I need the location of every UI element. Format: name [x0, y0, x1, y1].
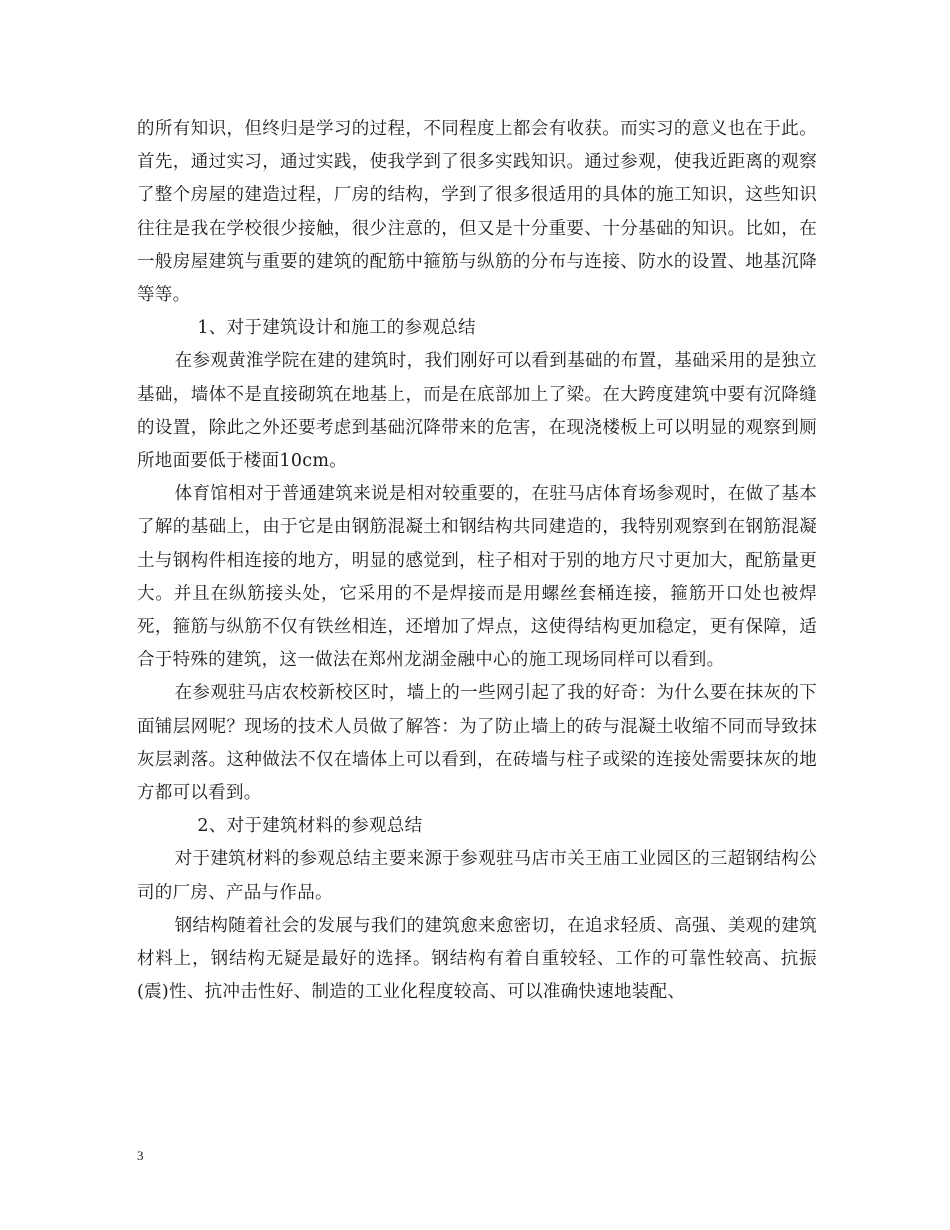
paragraph-huanghuai-foundation: 在参观黄淮学院在建的建筑时，我们刚好可以看到基础的布置，基础采用的是独立基础，墙体不是直接砌筑在地基上，而是在底部加上了梁。在大跨度建筑中要有沉降缝的设置，除此之外还要考虑到基础沉降带来的危害，在现浇楼板上可以明显的观察到厕所地面要低于楼面10cm。	[137, 351, 817, 472]
paragraph-plaster-mesh: 在参观驻马店农校新校区时，墙上的一些网引起了我的好奇：为什么要在抹灰的下面铺层网呢？现场的技术人员做了解答：为了防止墙上的砖与混凝土收缩不同而导致抹灰层剥落。这种做法不仅在墙体上可以看到，在砖墙与柱子或梁的连接处需要抹灰的地方都可以看到。	[137, 683, 817, 804]
section-heading-design-construction: 1、对于建筑设计和施工的参观总结	[197, 318, 476, 339]
paragraph-steel-structure: 钢结构随着社会的发展与我们的建筑愈来愈密切，在追求轻质、高强、美观的建筑材料上，钢结构无疑是最好的选择。钢结构有着自重较轻、工作的可靠性较高、抗振(震)性、抗冲击性好、制造的工业化程度较高、可以准确快速地装配、	[137, 915, 817, 1003]
paragraph-materials-source: 对于建筑材料的参观总结主要来源于参观驻马店市关王庙工业园区的三超钢结构公司的厂房、产品与作品。	[137, 849, 817, 903]
page-number: 3	[137, 1148, 144, 1163]
paragraph-stadium: 体育馆相对于普通建筑来说是相对较重要的，在驻马店体育场参观时，在做了基本了解的基础上，由于它是由钢筋混凝土和钢结构共同建造的，我特别观察到在钢筋混凝土与钢构件相连接的地方，明显的感觉到，柱子相对于别的地方尺寸更加大，配筋量更大。并且在纵筋接头处，它采用的不是焊接而是用螺丝套桶连接，箍筋开口处也被焊死，箍筋与纵筋不仅有铁丝相连，还增加了焊点，这使得结构更加稳定，更有保障，适合于特殊的建筑，这一做法在郑州龙湖金融中心的施工现场同样可以看到。	[137, 484, 817, 671]
section-heading-materials: 2、对于建筑材料的参观总结	[197, 816, 423, 837]
paragraph-continuation: 的所有知识，但终归是学习的过程，不同程度上都会有收获。而实习的意义也在于此。首先，通过实习，通过实践，使我学到了很多实践知识。通过参观，使我近距离的观察了整个房屋的建造过程，厂房的结构，学到了很多很适用的具体的施工知识，这些知识往往是我在学校很少接触，很少注意的，但又是十分重要、十分基础的知识。比如，在一般房屋建筑与重要的建筑的配筋中箍筋与纵筋的分布与连接、防水的设置、地基沉降等等。	[137, 119, 817, 306]
document-body	[137, 113, 817, 1009]
